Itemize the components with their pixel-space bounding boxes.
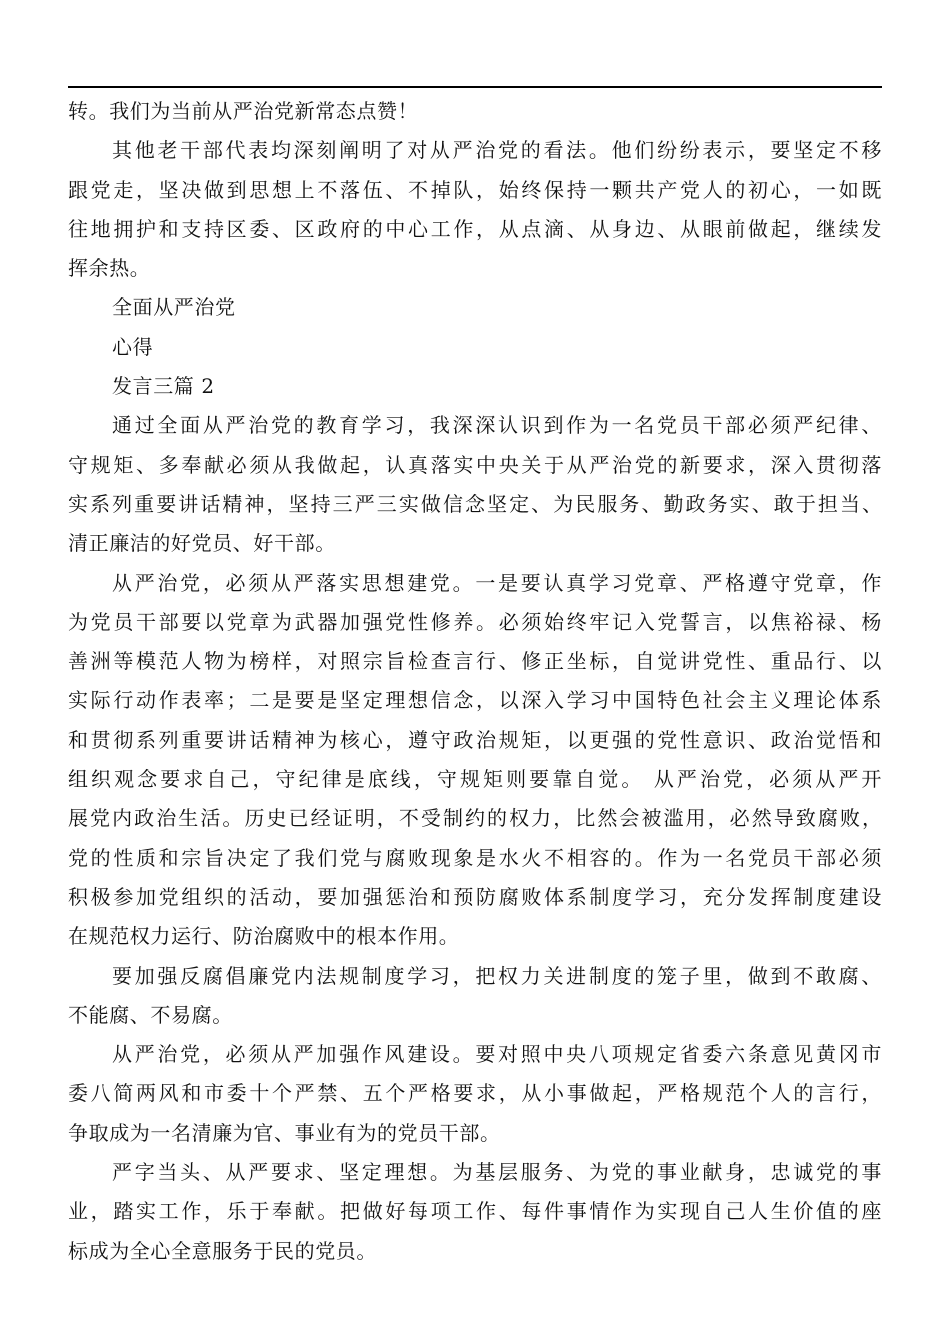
text-line: 心得 [112, 334, 154, 359]
text-line: 严字当头、从严要求、坚定理想。为基层服务、为党的事业献身，忠诚党的事 [112, 1160, 882, 1185]
text-line: 和贯彻系列重要讲话精神为核心，遵守政治规矩，以更强的党性意识、政治觉悟和 [68, 727, 882, 752]
text-line: 不能腐、不易腐。 [68, 1002, 233, 1027]
header-rule [68, 86, 882, 88]
text-line: 为党员干部要以党章为武器加强党性修养。必须始终牢记入党誓言，以焦裕禄、杨 [68, 609, 882, 634]
text-line: 从严治党，必须从严落实思想建党。一是要认真学习党章、严格遵守党章，作 [112, 570, 882, 595]
text-line: 挥余热。 [68, 256, 151, 281]
text-line: 积极参加党组织的活动，要加强惩治和预防腐败体系制度学习，充分发挥制度建设 [68, 884, 882, 909]
text-line: 清正廉洁的好党员、好干部。 [68, 531, 336, 556]
text-line: 发言三篇 2 [112, 374, 215, 399]
text-line: 其他老干部代表均深刻阐明了对从严治党的看法。他们纷纷表示，要坚定不移 [112, 138, 882, 163]
text-line: 争取成为一名清廉为官、事业有为的党员干部。 [68, 1120, 501, 1145]
text-line: 组织观念要求自己，守纪律是底线，守规矩则要靠自觉。 从严治党，必须从严开 [68, 767, 882, 792]
text-line: 标成为全心全意服务于民的党员。 [68, 1238, 377, 1263]
text-line: 委八简两风和市委十个严禁、五个严格要求，从小事做起，严格规范个人的言行， [68, 1081, 882, 1106]
text-line: 往地拥护和支持区委、区政府的中心工作，从点滴、从身边、从眼前做起，继续发 [68, 216, 882, 241]
text-line: 转。我们为当前从严治党新常态点赞！ [68, 99, 419, 123]
text-line: 跟党走，坚决做到思想上不落伍、不掉队，始终保持一颗共产党人的初心，一如既 [68, 177, 882, 202]
text-line: 党的性质和宗旨决定了我们党与腐败现象是水火不相容的。作为一名党员干部必须 [68, 845, 882, 870]
text-line: 通过全面从严治党的教育学习，我深深认识到作为一名党员干部必须严纪律、 [112, 413, 882, 438]
text-line: 实际行动作表率；二是要是坚定理想信念，以深入学习中国特色社会主义理论体系 [68, 688, 882, 713]
text-line: 守规矩、多奉献必须从我做起，认真落实中央关于从严治党的新要求，深入贯彻落 [68, 452, 882, 477]
text-line: 业，踏实工作，乐于奉献。把做好每项工作、每件事情作为实现自己人生价值的座 [68, 1199, 882, 1224]
text-line: 展党内政治生活。历史已经证明，不受制约的权力，比然会被滥用，必然导致腐败， [68, 806, 882, 831]
document-body [68, 92, 882, 1271]
text-line: 善洲等模范人物为榜样，对照宗旨检查言行、修正坐标，自觉讲党性、重品行、以 [68, 649, 882, 674]
text-line: 实系列重要讲话精神，坚持三严三实做信念坚定、为民服务、勤政务实、敢于担当、 [68, 491, 882, 516]
text-line: 全面从严治党 [112, 295, 236, 320]
text-line: 要加强反腐倡廉党内法规制度学习，把权力关进制度的笼子里，做到不敢腐、 [112, 963, 882, 988]
text-line: 从严治党，必须从严加强作风建设。要对照中央八项规定省委六条意见黄冈市 [112, 1042, 882, 1067]
text-line: 在规范权力运行、防治腐败中的根本作用。 [68, 924, 460, 949]
